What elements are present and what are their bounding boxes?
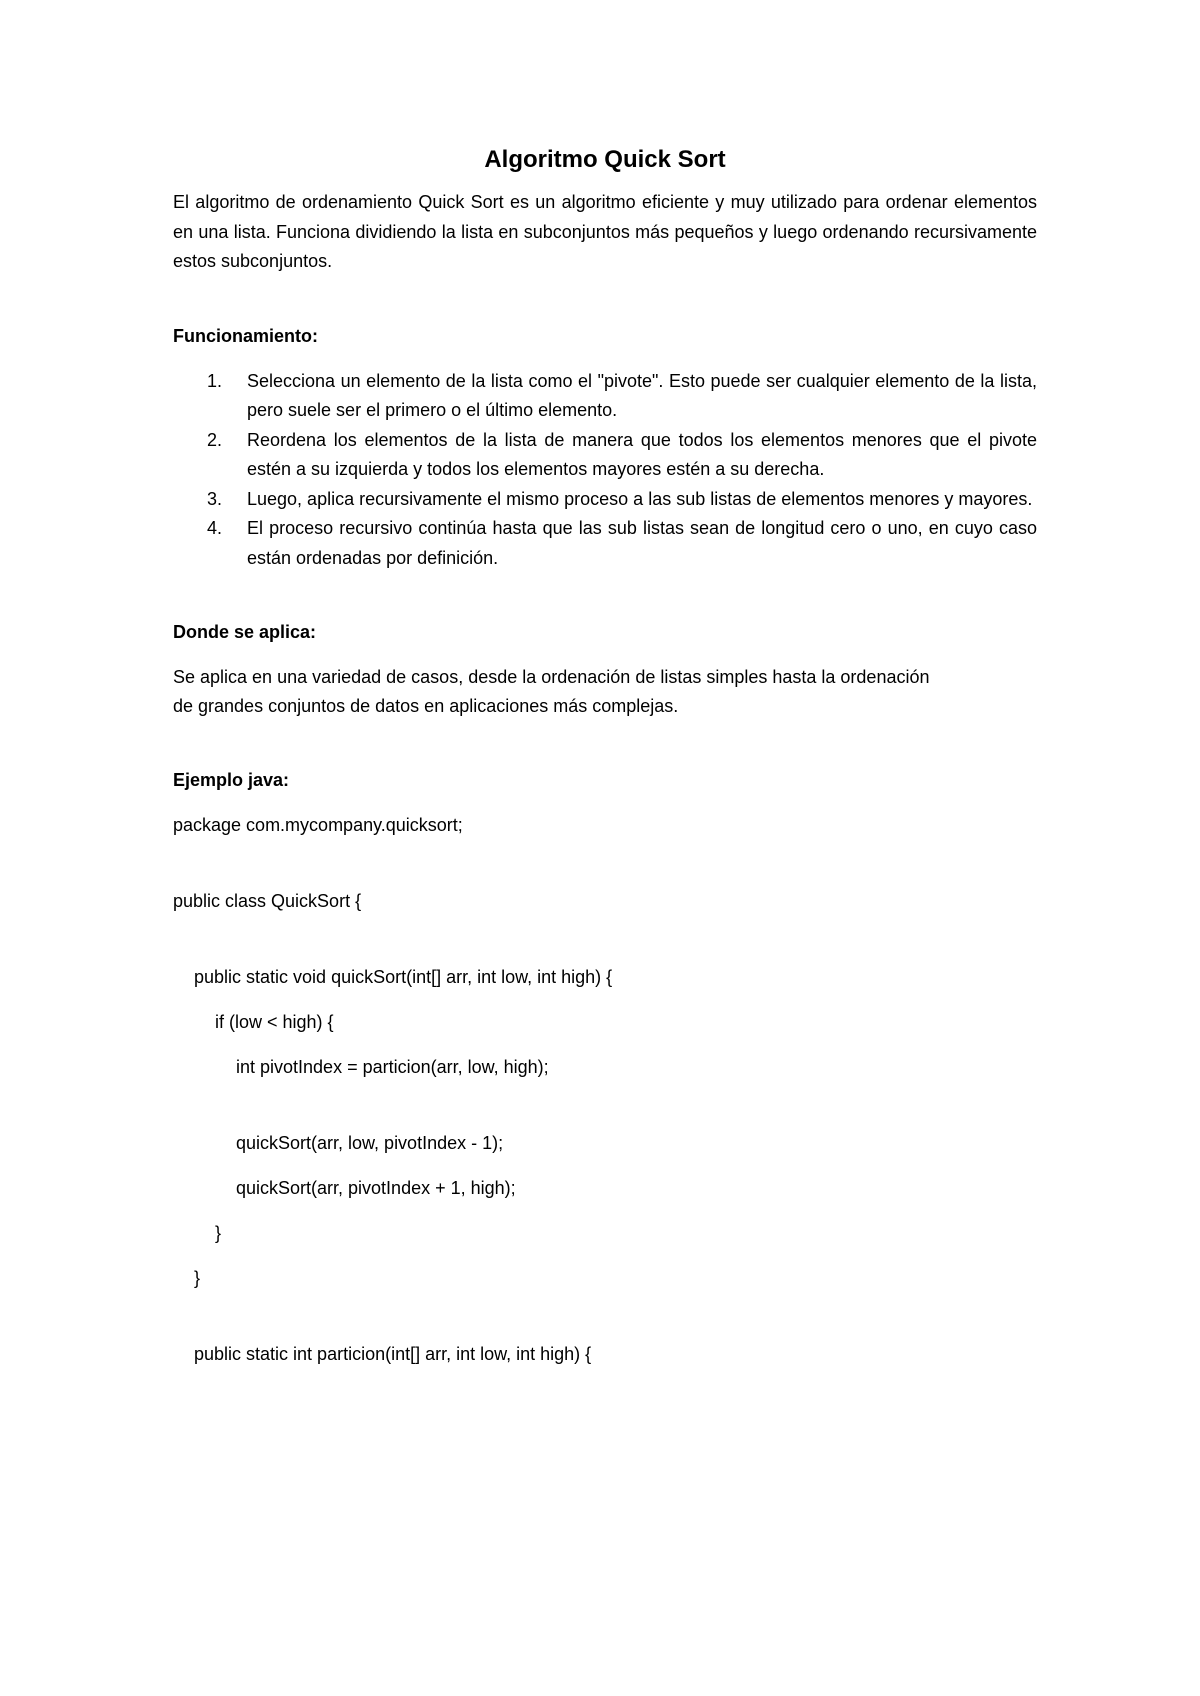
document-content xyxy=(173,144,1037,1369)
list-item-text: Selecciona un elemento de la lista como el "pivote". Esto puede ser cualquier elemento de la lista, pero suele ser el primero o el último elemento. xyxy=(247,370,1037,420)
list-item xyxy=(173,514,1037,573)
list-item-text: Luego, aplica recursivamente el mismo proceso a las sub listas de elementos menores y mayores. xyxy=(247,488,1033,509)
code-line: quickSort(arr, pivotIndex + 1, high); xyxy=(236,1178,516,1198)
list-item-number: 3. xyxy=(207,488,223,509)
list-item xyxy=(173,426,1037,485)
document-title: Algoritmo Quick Sort xyxy=(484,146,726,173)
list-item-number: 2. xyxy=(207,429,223,450)
donde-line-1: Se aplica en una variedad de casos, desde la ordenación de listas simples hasta la ordenación xyxy=(173,667,930,687)
code-line: public static void quickSort(int[] arr, int low, int high) { xyxy=(194,967,613,987)
code-line: } xyxy=(215,1223,222,1243)
intro-paragraph: El algoritmo de ordenamiento Quick Sort es un algoritmo eficiente y muy utilizado para ordenar elementos en una lista. Funciona dividiendo la lista en subconjuntos más pequeños y luego ordenando recursivamente estos subconjuntos. xyxy=(173,192,1037,271)
funcionamiento-heading: Funcionamiento: xyxy=(173,325,318,346)
code-line: } xyxy=(194,1268,201,1288)
list-item-text: El proceso recursivo continúa hasta que las sub listas sean de longitud cero o uno, en cuyo caso están ordenadas por definición. xyxy=(247,518,1037,568)
code-line: if (low < high) { xyxy=(215,1012,334,1032)
code-line: package com.mycompany.quicksort; xyxy=(173,815,463,835)
list-item xyxy=(173,485,1037,515)
code-line: public class QuickSort { xyxy=(173,891,362,911)
code-block xyxy=(173,811,1037,1369)
code-line: int pivotIndex = particion(arr, low, high); xyxy=(236,1057,549,1077)
donde-line-2: de grandes conjuntos de datos en aplicaciones más complejas. xyxy=(173,696,679,716)
list-item xyxy=(173,367,1037,426)
donde-heading: Donde se aplica: xyxy=(173,622,317,642)
list-item-number: 4. xyxy=(207,518,223,538)
ejemplo-heading: Ejemplo java: xyxy=(173,770,290,790)
code-line: quickSort(arr, low, pivotIndex - 1); xyxy=(236,1133,504,1153)
list-item-number: 1. xyxy=(207,370,223,391)
code-line: public static int particion(int[] arr, int low, int high) { xyxy=(194,1344,592,1364)
funcionamiento-list xyxy=(173,367,1037,574)
list-item-text: Reordena los elementos de la lista de manera que todos los elementos menores que el pivote estén a su izquierda y todos los elementos mayores estén a su derecha. xyxy=(247,429,1037,479)
